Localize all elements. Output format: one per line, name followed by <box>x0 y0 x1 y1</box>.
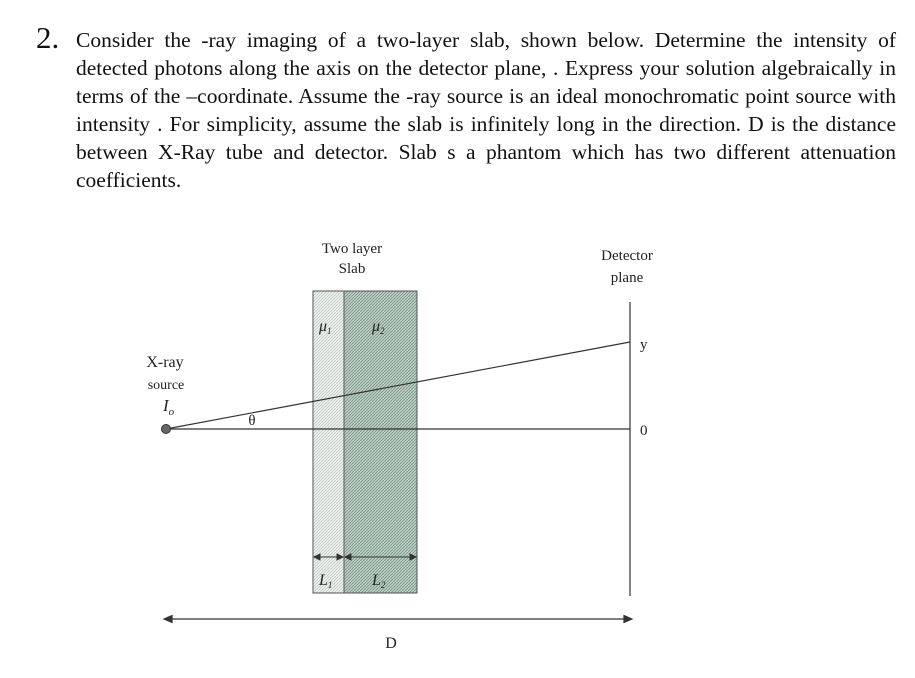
problem-text: Consider the -ray imaging of a two-layer slab, shown below. Determine the intensity of detected photons along the axis on the detector plane, . Express your solution algebraically in terms of the –coordinate. Assume the -ray source is an ideal monochromatic point source with intensity . For simplicity, assume the slab is infinitely long in the direction. D is the distance between X-Ray tube and detector. Slab s a phantom which has two different attenuation coefficients. <box>76 28 896 192</box>
y-axis-label: y <box>640 337 648 353</box>
problem-number: 2. <box>36 20 60 55</box>
source-intensity-label: $I_o$ <box>163 396 175 418</box>
slab-label-line1: Two layer <box>321 241 383 257</box>
source-label-line1: X-ray <box>146 354 184 371</box>
distance-dimension <box>164 616 632 623</box>
source-label-line2: source <box>147 378 185 393</box>
slab-layer-2 <box>344 291 417 593</box>
angle-label: θ <box>248 413 256 429</box>
xray-source-point <box>162 425 171 434</box>
slab-label-line2: Slab <box>338 261 366 277</box>
L1-label: L1 <box>319 572 333 590</box>
detector-label-line1: Detector <box>601 248 653 264</box>
distance-label: D <box>385 635 397 652</box>
zero-label: 0 <box>640 423 648 439</box>
detector-label-line2: plane <box>610 270 644 286</box>
mu1-label: μ1 <box>319 318 332 336</box>
mu2-label: μ2 <box>372 318 385 336</box>
slab-layer-1 <box>313 291 344 593</box>
L2-label: L2 <box>372 572 386 590</box>
